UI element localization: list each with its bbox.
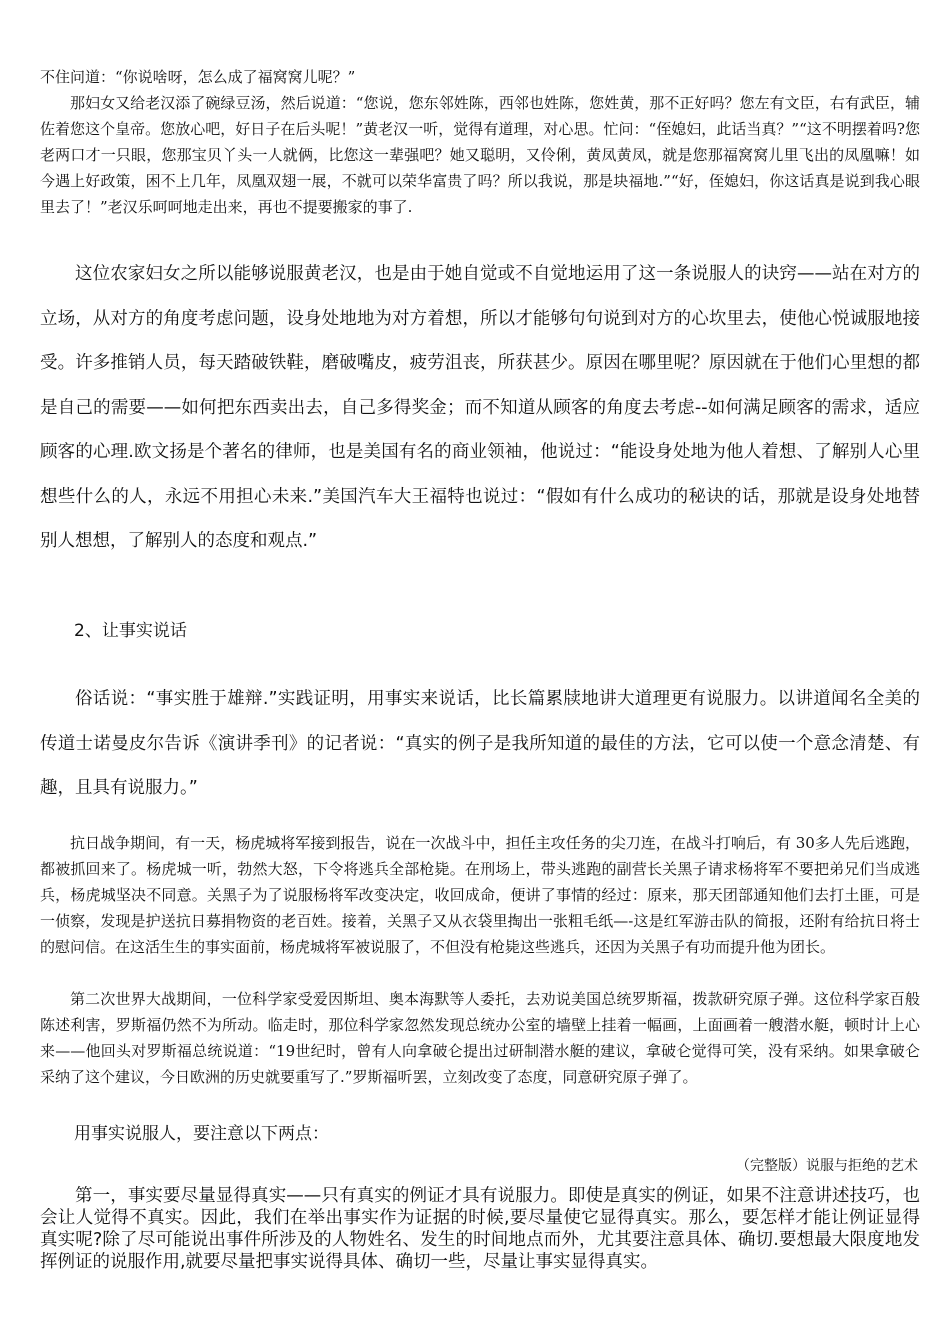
paragraph-yang-hucheng: 抗日战争期间，有一天，杨虎城将军接到报告，说在一次战斗中，担任主攻任务的尖刀连，在战斗打响后，有 30多人先后逃跑，都被抓回来了。杨虎城一听，勃然大怒，下令将逃兵全部枪毙。在刑场上，带头逃跑的副营长关黑子请求杨将军不要把弟兄们当成逃兵，杨虎城坚决不同意。关黑子为了说服杨将军改变决定，收回成命，便讲了事情的经过：原来，那天团部通知他们去打土匪，可是一侦察，发现是护送抗日募捐物资的老百姓。接着，关黑子又从衣袋里掏出一张粗毛纸—-这是红军游击队的简报，还附有给抗日将士的慰问信。在这活生生的事实面前，杨虎城将军被说服了，不但没有枪毙这些逃兵，还因为关黑子有功而提升他为团长。 — [40, 834, 920, 956]
document-title-footer: （完整版）说服与拒绝的艺术 — [736, 1158, 918, 1174]
paragraph-dialogue: 那妇女又给老汉添了碗绿豆汤，然后说道：“您说，您东邻姓陈，西邻也姓陈，您姓黄，那不正好吗？您左有文臣，右有武臣，辅佐着您这个皇帝。您放心吧，好日子在后头呢！”黄老汉一听，觉得有道理，对心思。忙问：“侄媳妇，此话当真？”“这不明摆着吗?您老两口才一只眼，您那宝贝丫头一人就俩，比您这一辈强吧？她又聪明，又伶俐，黄凤黄凤，就是您那福窝窝儿里飞出的凤凰嘛！如今遇上好政策，困不上几年，凤凰双翅一展，不就可以荣华富贵了吗？所以我说，那是块福地.”“好，侄媳妇，你这话真是说到我心眼里去了！”老汉乐呵呵地走出来，再也不提要搬家的事了. — [40, 94, 920, 216]
paragraph-continuation: 不住问道：“你说啥呀，怎么成了福窝窝儿呢？” — [40, 68, 356, 86]
paragraph-roosevelt: 第二次世界大战期间，一位科学家受爱因斯坦、奥本海默等人委托，去劝说美国总统罗斯福，拨款研究原子弹。这位科学家百般陈述利害，罗斯福仍然不为所动。临走时，那位科学家忽然发现总统办公室的墙壁上挂着一幅画，上面画着一艘潜水艇，顿时计上心来——他回头对罗斯福总统说道：“19世纪时，曾有人向拿破仑提出过研制潜水艇的建议，拿破仑觉得可笑，没有采纳。如果拿破仑采纳了这个建议，今日欧洲的历史就要重写了.”罗斯福听罢，立刻改变了态度，同意研究原子弹了。 — [40, 990, 920, 1086]
paragraph-persuasion-analysis: 这位农家妇女之所以能够说服黄老汉，也是由于她自觉或不自觉地运用了这一条说服人的诀窍——站在对方的立场，从对方的角度考虑问题，设身处地地为对方着想，所以才能够句句说到对方的心坎里去，使他心悦诚服地接受。许多推销人员，每天踏破铁鞋，磨破嘴皮，疲劳沮丧，所获甚少。原因在哪里呢？原因就在于他们心里想的都是自己的需要——如何把东西卖出去，自己多得奖金；而不知道从顾客的角度去考虑--如何满足顾客的需求，适应顾客的心理.欧文扬是个著名的律师，也是美国有名的商业领袖，他说过：“能设身处地为他人着想、了解别人心里想些什么的人，永远不用担心未来.”美国汽车大王福特也说过：“假如有什么成功的秘诀的话，那就是设身处地替别人想想，了解别人的态度和观点.” — [40, 264, 920, 551]
paragraph-first-point: 第一，事实要尽量显得真实——只有真实的例证才具有说服力。即使是真实的例证，如果不注意讲述技巧，也会让人觉得不真实。因此，我们在举出事实作为证据的时候,要尽量使它显得真实。那么，要怎样才能让例证显得真实呢?除了尽可能说出事件所涉及的人物姓名、发生的时间地点而外，尤其要注意具体、确切.要想最大限度地发挥例证的说服作用,就要尽量把事实说得具体、确切一些，尽量让事实显得真实。 — [40, 1186, 920, 1272]
paragraph-facts-speak: 俗话说：“事实胜于雄辩.”实践证明，用事实来说话，比长篇累牍地讲大道理更有说服力。以讲道闻名全美的传道士诺曼皮尔告诉《演讲季刊》的记者说：“真实的例子是我所知道的最佳的方法，它可以使一个意念清楚、有趣，且具有说服力。” — [40, 689, 920, 798]
section-heading: 2、让事实说话 — [74, 621, 187, 641]
paragraph-two-points: 用事实说服人，要注意以下两点： — [74, 1124, 329, 1144]
